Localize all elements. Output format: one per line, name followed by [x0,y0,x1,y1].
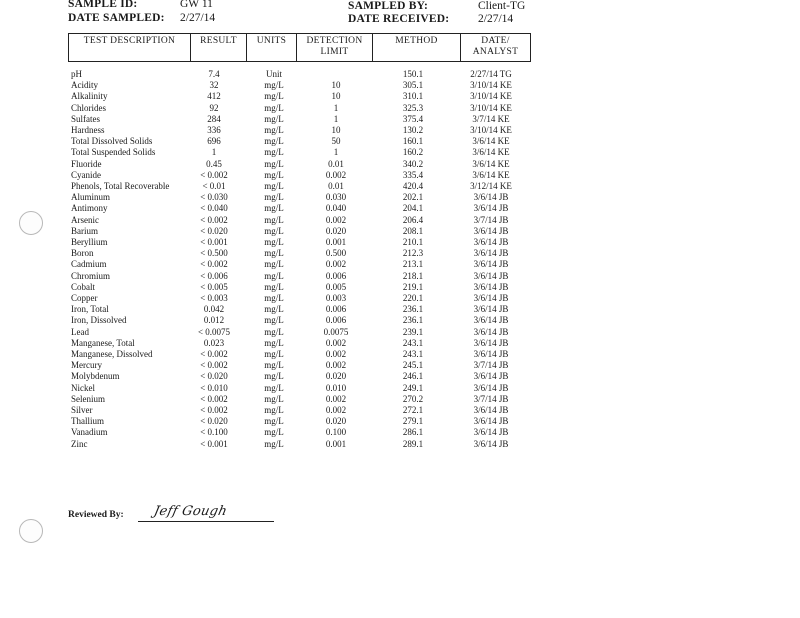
units-value: mg/L [264,125,284,135]
test-name: Nickel [71,382,95,393]
detection-limit-value: 0.020 [325,371,347,382]
date-analyst-value: 3/6/14 JB [473,270,509,281]
table-row [0,327,800,338]
date-analyst-value: 3/6/14 JB [473,237,509,247]
detection-limit-value: 0.002 [325,169,347,180]
table-row [0,259,800,270]
table-row [0,304,800,315]
units-value: mg/L [264,405,284,415]
table-row [0,405,800,416]
table-row [0,338,800,349]
method-value: 289.1 [402,438,424,449]
table-row [0,282,800,293]
units-value: mg/L [264,181,284,191]
result-value: < 0.01 [202,181,226,191]
detection-limit-value: 0.006 [325,270,347,281]
detection-limit-value: 0.002 [325,393,347,404]
table-row [0,91,800,102]
table-row [0,371,800,382]
date-analyst-value: 3/6/14 JB [473,427,509,438]
result-value: 0.042 [203,304,225,315]
table-row [0,159,800,170]
method-value: 335.4 [402,169,424,180]
table-row [0,416,800,427]
detection-limit-value: 1 [333,102,339,113]
test-name: Aluminum [71,192,111,203]
date-analyst-value: 3/10/14 KE [470,125,512,135]
detection-limit-value: 0.030 [325,192,347,203]
test-name: Acidity [71,80,98,91]
column-header-method: METHOD [373,34,461,61]
test-name: Selenium [71,393,105,404]
result-value: < 0.002 [200,349,228,359]
test-name: Total Dissolved Solids [71,136,153,147]
table-row [0,315,800,326]
date-analyst-value: 3/6/14 KE [472,158,510,169]
test-name: Total Suspended Solids [71,147,156,158]
table-row [0,215,800,226]
detection-limit-value: 0.002 [325,337,347,348]
result-value: < 0.500 [200,248,228,259]
method-value: 160.2 [402,147,424,158]
method-value: 249.1 [402,382,424,393]
column-header-test: TEST DESCRIPTION [69,34,191,61]
table-row [0,293,800,304]
detection-limit-value: 0.01 [328,158,344,169]
table-row [0,360,800,371]
date-analyst-value: 3/6/14 JB [473,192,509,203]
units-value: mg/L [264,158,284,169]
column-header-date: DATE/ ANALYST [461,34,531,61]
test-name: Sulfates [71,113,100,124]
detection-limit-value: 0.0075 [323,326,349,337]
result-value: < 0.030 [200,192,228,203]
result-value: < 0.002 [200,393,228,404]
date-analyst-value: 3/6/14 JB [473,337,509,348]
units-value: mg/L [264,136,284,147]
detection-limit-value: 0.002 [325,214,347,225]
units-value: mg/L [264,248,284,259]
table-row [0,383,800,394]
units-value: mg/L [264,192,284,203]
test-name: Fluoride [71,158,102,169]
detection-limit-value: 0.500 [325,248,347,259]
method-value: 272.1 [402,405,424,415]
test-name: Mercury [71,360,102,371]
detection-limit-value: 0.020 [325,416,347,427]
table-row [0,147,800,158]
method-value: 305.1 [402,80,424,91]
result-value: 7.4 [208,69,220,79]
test-name: Phenols, Total Recoverable [71,181,170,191]
result-value: 412 [207,91,221,102]
table-row [0,394,800,405]
table-row [0,181,800,192]
result-value: 696 [207,136,221,147]
method-value: 130.2 [402,125,424,135]
binder-hole-bottom [19,519,43,543]
method-value: 212.3 [402,248,424,259]
binder-hole-top [19,211,43,235]
method-value: 340.2 [402,158,424,169]
units-value: Unit [265,69,282,79]
units-value: mg/L [264,360,284,371]
result-value: < 0.001 [200,237,228,247]
date-analyst-value: 3/7/14 JB [473,393,509,404]
result-value: 1 [211,147,217,158]
test-name: Manganese, Dissolved [71,349,153,359]
detection-limit-value: 0.001 [325,438,347,449]
units-value: mg/L [264,102,284,113]
test-name: Boron [71,248,94,259]
test-name: Cyanide [71,169,101,180]
date-analyst-value: 3/6/14 JB [473,382,509,393]
date-analyst-value: 3/6/14 JB [473,259,509,270]
date-analyst-value: 3/7/14 JB [473,360,509,371]
test-name: Silver [71,405,93,415]
detection-limit-value: 0.003 [325,293,347,303]
test-name: Vanadium [71,427,108,438]
date-analyst-value: 2/27/14 TG [470,69,512,79]
table-row [0,114,800,125]
result-value: < 0.001 [200,438,228,449]
method-value: 375.4 [402,113,424,124]
result-value: < 0.0075 [197,326,231,337]
detection-limit-value: 0.001 [325,237,347,247]
date-analyst-value: 3/6/14 KE [472,147,510,158]
detection-limit-value: 0.006 [325,315,347,326]
result-value: < 0.005 [200,281,228,292]
test-name: Beryllium [71,237,108,247]
units-value: mg/L [264,80,284,91]
result-value: < 0.002 [200,360,228,371]
detection-limit-value: 0.002 [325,259,347,270]
reviewed-by-label: Reviewed By: [68,510,124,520]
result-value: < 0.002 [200,214,228,225]
result-value: < 0.010 [200,382,228,393]
table-row [0,271,800,282]
date-analyst-value: 3/10/14 KE [470,102,512,113]
date-analyst-value: 3/6/14 JB [473,315,509,326]
method-value: 160.1 [402,136,424,147]
method-value: 310.1 [402,91,424,102]
column-header-result: RESULT [191,34,247,61]
date-analyst-value: 3/6/14 JB [473,349,509,359]
units-value: mg/L [264,225,284,236]
detection-limit-value: 10 [331,80,341,91]
date-analyst-value: 3/6/14 JB [473,281,509,292]
detection-limit-value: 0.005 [325,281,347,292]
units-value: mg/L [264,259,284,270]
date-sampled-value: 2/27/14 [180,12,216,24]
units-value: mg/L [264,427,284,438]
detection-limit-value: 0.002 [325,405,347,415]
test-name: Manganese, Total [71,337,135,348]
date-analyst-value: 3/6/14 JB [473,248,509,259]
units-value: mg/L [264,113,284,124]
units-value: mg/L [264,393,284,404]
units-value: mg/L [264,416,284,427]
method-value: 208.1 [402,225,424,236]
sample-id-value: GW 11 [180,0,213,10]
table-row [0,439,800,450]
date-received-value: 2/27/14 [478,13,514,25]
units-value: mg/L [264,371,284,382]
units-value: mg/L [264,214,284,225]
date-analyst-value: 3/7/14 KE [472,113,510,124]
table-row [0,80,800,91]
test-name: Iron, Dissolved [71,315,127,326]
test-name: Alkalinity [71,91,108,102]
detection-limit-value: 0.040 [325,203,347,214]
test-name: Chlorides [71,102,106,113]
units-value: mg/L [264,91,284,102]
method-value: 246.1 [402,371,424,382]
date-analyst-value: 3/10/14 KE [470,91,512,102]
test-name: Copper [71,293,98,303]
detection-limit-value: 1 [333,147,339,158]
sampled-by-value: Client-TG [478,0,526,12]
result-value: < 0.002 [200,169,228,180]
method-value: 270.2 [402,393,424,404]
method-value: 239.1 [402,326,424,337]
units-value: mg/L [264,304,284,315]
date-analyst-value: 3/6/14 JB [473,416,509,427]
method-value: 210.1 [402,237,424,247]
test-name: Antimony [71,203,108,214]
test-name: Barium [71,225,98,236]
table-row [0,203,800,214]
result-value: < 0.006 [200,270,228,281]
detection-limit-value: 0.01 [328,181,344,191]
method-value: 213.1 [402,259,424,270]
units-value: mg/L [264,293,284,303]
result-value: 0.012 [203,315,225,326]
date-analyst-value: 3/6/14 JB [473,293,509,303]
method-value: 420.4 [402,181,424,191]
table-row [0,237,800,248]
units-value: mg/L [264,203,284,214]
column-header-row [68,33,531,62]
result-value: 92 [209,102,219,113]
date-analyst-value: 3/6/14 JB [473,438,509,449]
method-value: 150.1 [402,69,424,79]
method-value: 243.1 [402,349,424,359]
units-value: mg/L [264,337,284,348]
date-analyst-value: 3/6/14 JB [473,225,509,236]
method-value: 325.3 [402,102,424,113]
test-name: pH [71,69,82,79]
table-row [0,427,800,438]
result-value: < 0.020 [200,416,228,427]
detection-limit-value: 0.002 [325,360,347,371]
date-analyst-value: 3/6/14 KE [472,136,510,147]
test-name: Lead [71,326,89,337]
date-analyst-value: 3/6/14 JB [473,203,509,214]
units-value: mg/L [264,326,284,337]
units-value: mg/L [264,281,284,292]
sample-id-label: SAMPLE ID: [68,0,138,10]
date-analyst-value: 3/6/14 JB [473,304,509,315]
column-header-detection: DETECTION LIMIT [297,34,373,61]
method-value: 202.1 [402,192,424,203]
test-name: Iron, Total [71,304,109,315]
method-value: 220.1 [402,293,424,303]
result-value: 0.45 [206,158,222,169]
method-value: 236.1 [402,315,424,326]
result-value: < 0.100 [200,427,228,438]
test-name: Thallium [71,416,104,427]
units-value: mg/L [264,270,284,281]
result-value: < 0.020 [200,371,228,382]
method-value: 219.1 [402,281,424,292]
table-row [0,125,800,136]
method-value: 286.1 [402,427,424,438]
units-value: mg/L [264,382,284,393]
units-value: mg/L [264,237,284,247]
date-analyst-value: 3/7/14 JB [473,214,509,225]
result-value: < 0.003 [200,293,228,303]
detection-limit-value: 0.010 [325,382,347,393]
units-value: mg/L [264,147,284,158]
method-value: 206.4 [402,214,424,225]
table-row [0,192,800,203]
units-value: mg/L [264,169,284,180]
detection-limit-value: 0.100 [325,427,347,438]
result-value: < 0.020 [200,225,228,236]
table-row [0,248,800,259]
detection-limit-value: 10 [331,125,341,135]
date-analyst-value: 3/6/14 JB [473,371,509,382]
result-value: 284 [207,113,221,124]
test-name: Cadmium [71,259,107,270]
signature-line [138,521,274,522]
detection-limit-value: 0.020 [325,225,347,236]
table-row [0,69,800,80]
result-value: < 0.002 [200,405,228,415]
detection-limit-value: 0.006 [325,304,347,315]
result-value: 336 [207,125,221,135]
method-value: 218.1 [402,270,424,281]
detection-limit-value: 0.002 [325,349,347,359]
method-value: 245.1 [402,360,424,371]
sampled-by-label: SAMPLED BY: [348,0,429,12]
detection-limit-value: 10 [331,91,341,102]
units-value: mg/L [264,349,284,359]
test-name: Arsenic [71,214,99,225]
date-analyst-value: 3/12/14 KE [470,181,512,191]
table-row [0,170,800,181]
test-name: Zinc [71,438,88,449]
units-value: mg/L [264,315,284,326]
result-value: 32 [209,80,219,91]
table-row [0,136,800,147]
reviewer-signature: Jeff Gough [152,504,229,519]
table-row [0,103,800,114]
detection-limit-value: 50 [331,136,341,147]
test-name: Chromium [71,270,111,281]
result-value: < 0.002 [200,259,228,270]
method-value: 279.1 [402,416,424,427]
table-row [0,349,800,360]
detection-limit-value: 1 [333,113,339,124]
date-analyst-value: 3/6/14 JB [473,405,509,415]
result-value: 0.023 [203,337,225,348]
date-analyst-value: 3/6/14 JB [473,326,509,337]
column-header-units: UNITS [247,34,297,61]
table-row [0,226,800,237]
date-sampled-label: DATE SAMPLED: [68,12,165,24]
method-value: 236.1 [402,304,424,315]
date-analyst-value: 3/6/14 KE [472,169,510,180]
method-value: 204.1 [402,203,424,214]
test-name: Hardness [71,125,105,135]
test-name: Cobalt [71,281,95,292]
units-value: mg/L [264,438,284,449]
test-name: Molybdenum [71,371,120,382]
result-value: < 0.040 [200,203,228,214]
date-received-label: DATE RECEIVED: [348,13,450,25]
method-value: 243.1 [402,337,424,348]
date-analyst-value: 3/10/14 KE [470,80,512,91]
